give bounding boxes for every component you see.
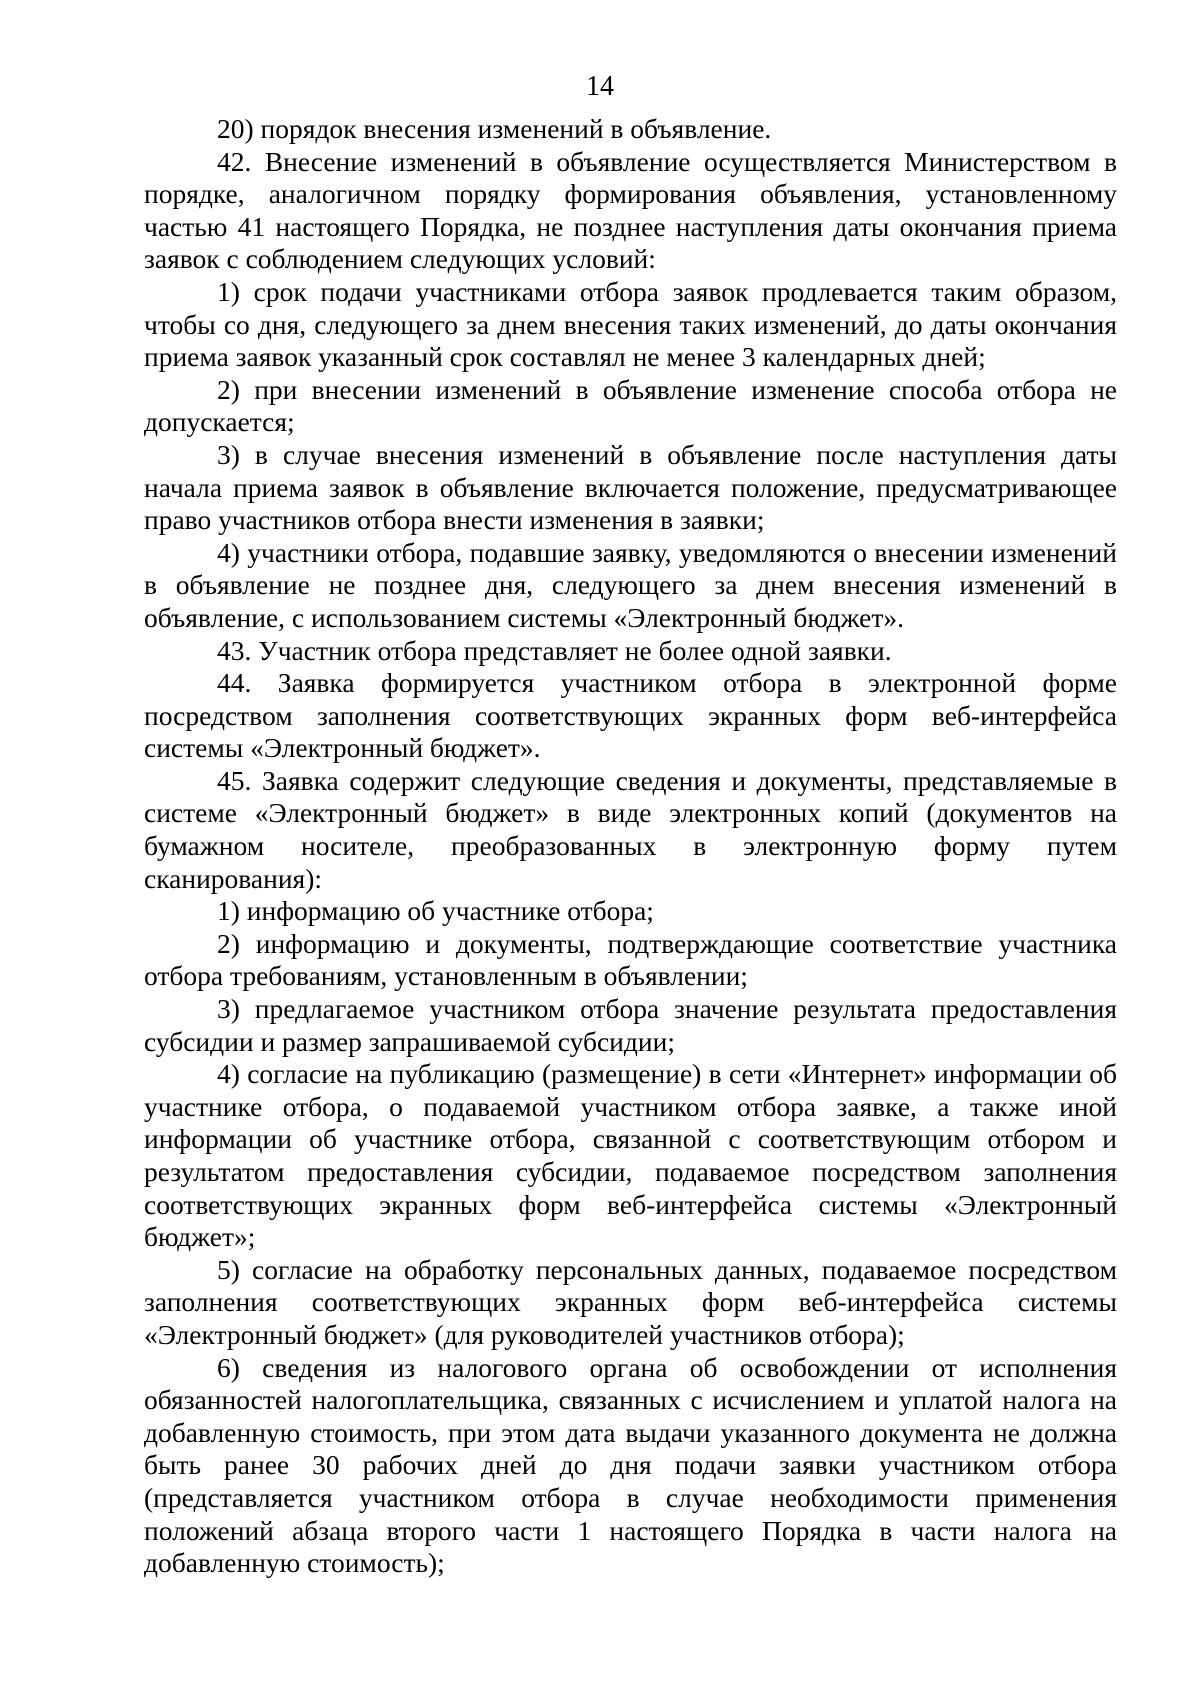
paragraph-item-45-6: 6) сведения из налогового органа об освобождении от исполнения обязанностей налогоплательщика, связанных с исчислением и уплатой налога на добавленную стоимость, при этом дата выдачи указанного документа не должна быть ранее 30 рабочих дней до дня подачи заявки участником отбора (представляется участником отбора в случае необходимости применения положений абзаца второго части 1 настоящего Порядка в части налога на добавленную стоимость); xyxy=(144,1351,1117,1579)
document-body xyxy=(144,113,1117,1580)
paragraph-section-45: 45. Заявка содержит следующие сведения и документы, представляемые в системе «Электронный бюджет» в виде электронных копий (документов на бумажном носителе, преобразованных в электронную форму путем сканирования): xyxy=(144,764,1117,894)
paragraph-item-20: 20) порядок внесения изменений в объявление. xyxy=(217,113,772,144)
paragraph-item-45-4: 4) согласие на публикацию (размещение) в сети «Интернет» информации об участнике отбора, о подаваемой участником отбора заявке, а также иной информации об участнике отбора, связанной с соответствующим отбором и результатом предоставления субсидии, подаваемое посредством заполнения соответствующих экранных форм веб-интерфейса системы «Электронный бюджет»; xyxy=(144,1058,1117,1253)
paragraph-item-45-3: 3) предлагаемое участником отбора значение результата предоставления субсидии и размер запрашиваемой субсидии; xyxy=(144,993,1117,1057)
page-number: 14 xyxy=(586,71,614,102)
paragraph-item-45-1: 1) информацию об участнике отбора; xyxy=(217,895,654,927)
paragraph-item-45-5: 5) согласие на обработку персональных данных, подаваемое посредством заполнения соответствующих экранных форм веб-интерфейса системы «Электронный бюджет» (для руководителей участников отбора); xyxy=(144,1253,1117,1350)
paragraph-section-43: 43. Участник отбора представляет не более одной заявки. xyxy=(217,634,892,666)
paragraph-section-44: 44. Заявка формируется участником отбора в электронной форме посредством заполнения соответствующих экранных форм веб-интерфейса системы «Электронный бюджет». xyxy=(144,667,1117,764)
paragraph-item-42-1: 1) срок подачи участниками отбора заявок продлевается таким образом, чтобы со дня, следующего за днем внесения таких изменений, до даты окончания приема заявок указанный срок составлял не менее 3 календарных дней; xyxy=(144,275,1117,373)
paragraph-item-42-2: 2) при внесении изменений в объявление изменение способа отбора не допускается; xyxy=(144,373,1117,438)
paragraph-item-45-2: 2) информацию и документы, подтверждающие соответствие участника отбора требованиям, установленным в объявлении; xyxy=(144,927,1117,992)
paragraph-section-42: 42. Внесение изменений в объявление осуществляется Министерством в порядке, аналогичном порядку формирования объявления, установленному частью 41 настоящего Порядка, не позднее наступления даты окончания приема заявок с соблюдением следующих условий: xyxy=(144,145,1117,275)
paragraph-item-42-4: 4) участники отбора, подавшие заявку, уведомляются о внесении изменений в объявление не позднее дня, следующего за днем внесения изменений в объявление, с использованием системы «Электронный бюджет». xyxy=(144,536,1117,633)
paragraph-item-42-3: 3) в случае внесения изменений в объявление после наступления даты начала приема заявок в объявление включается положение, предусматривающее право участников отбора внести изменения в заявки; xyxy=(144,438,1117,536)
